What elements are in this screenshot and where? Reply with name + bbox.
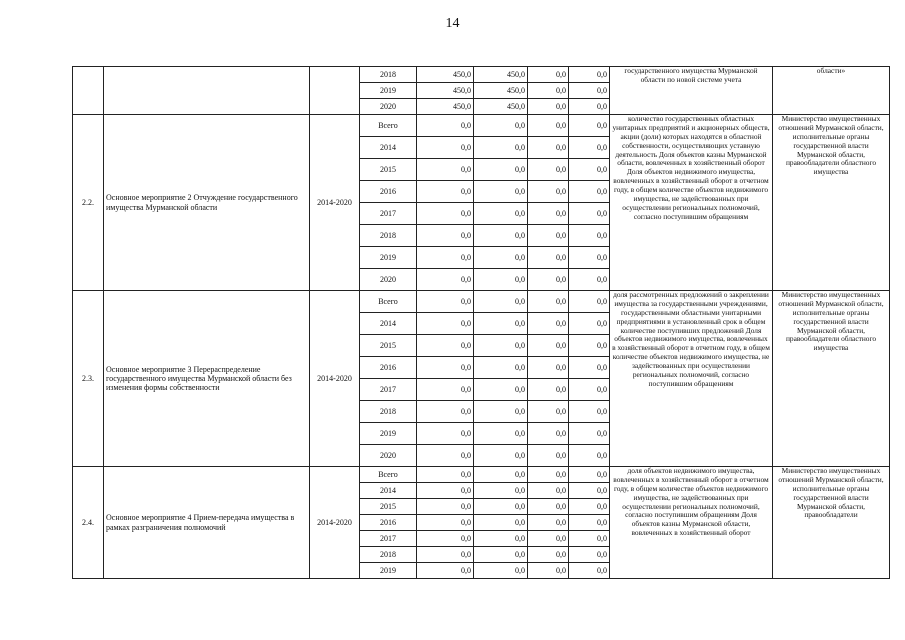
year-cell: 2016 (360, 181, 417, 203)
value-cell: 0,0 (569, 247, 610, 269)
value-cell: 0,0 (528, 115, 569, 137)
value-cell: 0,0 (528, 499, 569, 515)
measure-name-cell: Основное мероприятие 3 Перераспределение государственного имущества Мурманской области без изменения формы собственности (104, 291, 310, 467)
value-cell: 0,0 (417, 467, 474, 483)
value-cell: 0,0 (474, 313, 528, 335)
table-row (73, 67, 890, 83)
value-cell: 0,0 (569, 67, 610, 83)
value-cell: 0,0 (528, 515, 569, 531)
value-cell: 0,0 (474, 499, 528, 515)
measure-name-cell (104, 67, 310, 115)
year-cell: 2015 (360, 499, 417, 515)
value-cell: 0,0 (417, 445, 474, 467)
value-cell: 0,0 (569, 291, 610, 313)
value-cell: 0,0 (417, 313, 474, 335)
value-cell: 0,0 (474, 531, 528, 547)
value-cell: 0,0 (474, 515, 528, 531)
value-cell: 0,0 (474, 181, 528, 203)
period-cell: 2014-2020 (310, 115, 360, 291)
value-cell: 0,0 (569, 547, 610, 563)
period-cell (310, 67, 360, 115)
executor-cell: Министерство имущественных отношений Мурманской области, исполнительные органы государственной власти Мурманской области, правообладатели (773, 467, 890, 579)
value-cell: 0,0 (569, 313, 610, 335)
row-number-cell (73, 67, 104, 115)
value-cell: 0,0 (528, 313, 569, 335)
value-cell: 0,0 (417, 563, 474, 579)
value-cell: 450,0 (417, 99, 474, 115)
executor-cell: Министерство имущественных отношений Мурманской области, исполнительные органы государственной власти Мурманской области, правообладатели областного имущества (773, 115, 890, 291)
value-cell: 0,0 (528, 247, 569, 269)
value-cell: 0,0 (474, 247, 528, 269)
indicator-cell: доля рассмотренных предложений о закреплении имущества за государственными учреждениями, государственными областными унитарными предприятиями в установленный срок в общем количестве поступивших предложений Доля объектов недвижимого имущества, вовлеченных в хозяйственный оборот в отчетном году, в общем количестве объектов недвижимого имущества, не задействованных при осуществлении региональных полномочий, согласно поступившим обращениям (610, 291, 773, 467)
value-cell: 0,0 (569, 499, 610, 515)
value-cell: 0,0 (528, 423, 569, 445)
value-cell: 0,0 (417, 357, 474, 379)
value-cell: 0,0 (528, 335, 569, 357)
table-row (73, 115, 890, 137)
value-cell: 0,0 (569, 445, 610, 467)
executor-cell: области» (773, 67, 890, 115)
value-cell: 0,0 (569, 99, 610, 115)
value-cell: 0,0 (474, 269, 528, 291)
year-cell: 2018 (360, 225, 417, 247)
value-cell: 0,0 (569, 357, 610, 379)
value-cell: 0,0 (528, 181, 569, 203)
value-cell: 0,0 (528, 563, 569, 579)
value-cell: 0,0 (417, 547, 474, 563)
value-cell: 0,0 (417, 379, 474, 401)
year-cell: 2018 (360, 401, 417, 423)
indicator-cell: доля объектов недвижимого имущества, вовлеченных в хозяйственный оборот в отчетном году, в общем количестве объектов недвижимого имущества, не задействованных при осуществлении региональных полномочий, согласно поступившим обращениям Доля объектов казны Мурманской области, вовлеченных в хозяйственный оборот (610, 467, 773, 579)
value-cell: 0,0 (569, 423, 610, 445)
value-cell: 0,0 (474, 563, 528, 579)
row-number-cell: 2.3. (73, 291, 104, 467)
value-cell: 0,0 (474, 159, 528, 181)
value-cell: 0,0 (569, 401, 610, 423)
measure-name-cell: Основное мероприятие 2 Отчуждение государственного имущества Мурманской области (104, 115, 310, 291)
value-cell: 0,0 (417, 137, 474, 159)
year-cell: Всего (360, 291, 417, 313)
year-cell: 2017 (360, 203, 417, 225)
page-number: 14 (445, 16, 460, 31)
value-cell: 0,0 (569, 269, 610, 291)
value-cell: 0,0 (528, 547, 569, 563)
indicator-cell: государственного имущества Мурманской области по новой системе учета (610, 67, 773, 115)
measure-name-cell: Основное мероприятие 4 Прием-передача имущества в рамках разграничения полномочий (104, 467, 310, 579)
value-cell: 0,0 (528, 357, 569, 379)
year-cell: 2020 (360, 269, 417, 291)
value-cell: 0,0 (569, 467, 610, 483)
indicator-cell: количество государственных областных унитарных предприятий и акционерных обществ, акции (доли) которых находятся в областной собственности, осуществляющих уставную деятельность Доля объектов казны Мурманской области, вовлеченных в хозяйственный оборот Доля объектов недвижимого имущества, вовлеченных в хозяйственный оборот в отчетном году, в общем количестве объектов недвижимого имущества, не задействованных при осуществлении региональных полномочий, согласно поступившим обращениям (610, 115, 773, 291)
value-cell: 450,0 (474, 67, 528, 83)
value-cell: 0,0 (474, 335, 528, 357)
value-cell: 450,0 (417, 67, 474, 83)
value-cell: 0,0 (417, 401, 474, 423)
value-cell: 450,0 (417, 83, 474, 99)
value-cell: 0,0 (528, 67, 569, 83)
year-cell: 2017 (360, 531, 417, 547)
year-cell: Всего (360, 115, 417, 137)
value-cell: 0,0 (417, 483, 474, 499)
value-cell: 0,0 (528, 83, 569, 99)
value-cell: 0,0 (569, 159, 610, 181)
value-cell: 0,0 (569, 531, 610, 547)
value-cell: 0,0 (569, 483, 610, 499)
value-cell: 0,0 (528, 483, 569, 499)
year-cell: 2014 (360, 137, 417, 159)
value-cell: 0,0 (528, 291, 569, 313)
value-cell: 0,0 (569, 83, 610, 99)
value-cell: 0,0 (417, 515, 474, 531)
year-cell: 2018 (360, 67, 417, 83)
value-cell: 0,0 (474, 401, 528, 423)
value-cell: 0,0 (528, 467, 569, 483)
value-cell: 0,0 (528, 379, 569, 401)
value-cell: 0,0 (528, 203, 569, 225)
year-cell: 2014 (360, 483, 417, 499)
year-cell: 2017 (360, 379, 417, 401)
value-cell: 0,0 (528, 531, 569, 547)
value-cell: 0,0 (569, 335, 610, 357)
value-cell: 0,0 (569, 379, 610, 401)
table-row (73, 291, 890, 313)
value-cell: 0,0 (417, 247, 474, 269)
row-number-cell: 2.4. (73, 467, 104, 579)
value-cell: 0,0 (474, 467, 528, 483)
year-cell: 2019 (360, 423, 417, 445)
year-cell: 2015 (360, 335, 417, 357)
value-cell: 0,0 (474, 203, 528, 225)
year-cell: 2019 (360, 247, 417, 269)
year-cell: 2019 (360, 83, 417, 99)
value-cell: 0,0 (417, 181, 474, 203)
value-cell: 0,0 (528, 225, 569, 247)
value-cell: 0,0 (474, 547, 528, 563)
row-number-cell: 2.2. (73, 115, 104, 291)
year-cell: Всего (360, 467, 417, 483)
value-cell: 0,0 (417, 203, 474, 225)
value-cell: 0,0 (417, 225, 474, 247)
value-cell: 0,0 (569, 515, 610, 531)
value-cell: 0,0 (474, 423, 528, 445)
value-cell: 0,0 (417, 531, 474, 547)
executor-cell: Министерство имущественных отношений Мурманской области, исполнительные органы государственной власти Мурманской области, правообладатели областного имущества (773, 291, 890, 467)
value-cell: 0,0 (528, 269, 569, 291)
value-cell: 0,0 (528, 401, 569, 423)
value-cell: 0,0 (569, 137, 610, 159)
value-cell: 0,0 (417, 269, 474, 291)
value-cell: 0,0 (528, 99, 569, 115)
value-cell: 0,0 (569, 203, 610, 225)
value-cell: 450,0 (474, 83, 528, 99)
year-cell: 2019 (360, 563, 417, 579)
table-row (73, 467, 890, 483)
year-cell: 2016 (360, 515, 417, 531)
value-cell: 0,0 (474, 357, 528, 379)
period-cell: 2014-2020 (310, 291, 360, 467)
value-cell: 0,0 (474, 115, 528, 137)
year-cell: 2016 (360, 357, 417, 379)
value-cell: 0,0 (474, 445, 528, 467)
year-cell: 2020 (360, 445, 417, 467)
year-cell: 2020 (360, 99, 417, 115)
value-cell: 0,0 (474, 225, 528, 247)
value-cell: 0,0 (417, 335, 474, 357)
year-cell: 2015 (360, 159, 417, 181)
value-cell: 450,0 (474, 99, 528, 115)
value-cell: 0,0 (417, 499, 474, 515)
value-cell: 0,0 (417, 291, 474, 313)
value-cell: 0,0 (528, 445, 569, 467)
year-cell: 2018 (360, 547, 417, 563)
value-cell: 0,0 (569, 225, 610, 247)
value-cell: 0,0 (474, 379, 528, 401)
value-cell: 0,0 (474, 483, 528, 499)
value-cell: 0,0 (417, 423, 474, 445)
value-cell: 0,0 (528, 159, 569, 181)
value-cell: 0,0 (528, 137, 569, 159)
period-cell: 2014-2020 (310, 467, 360, 579)
value-cell: 0,0 (569, 115, 610, 137)
value-cell: 0,0 (417, 159, 474, 181)
program-table (72, 66, 890, 579)
value-cell: 0,0 (569, 181, 610, 203)
value-cell: 0,0 (417, 115, 474, 137)
year-cell: 2014 (360, 313, 417, 335)
value-cell: 0,0 (474, 291, 528, 313)
value-cell: 0,0 (569, 563, 610, 579)
value-cell: 0,0 (474, 137, 528, 159)
